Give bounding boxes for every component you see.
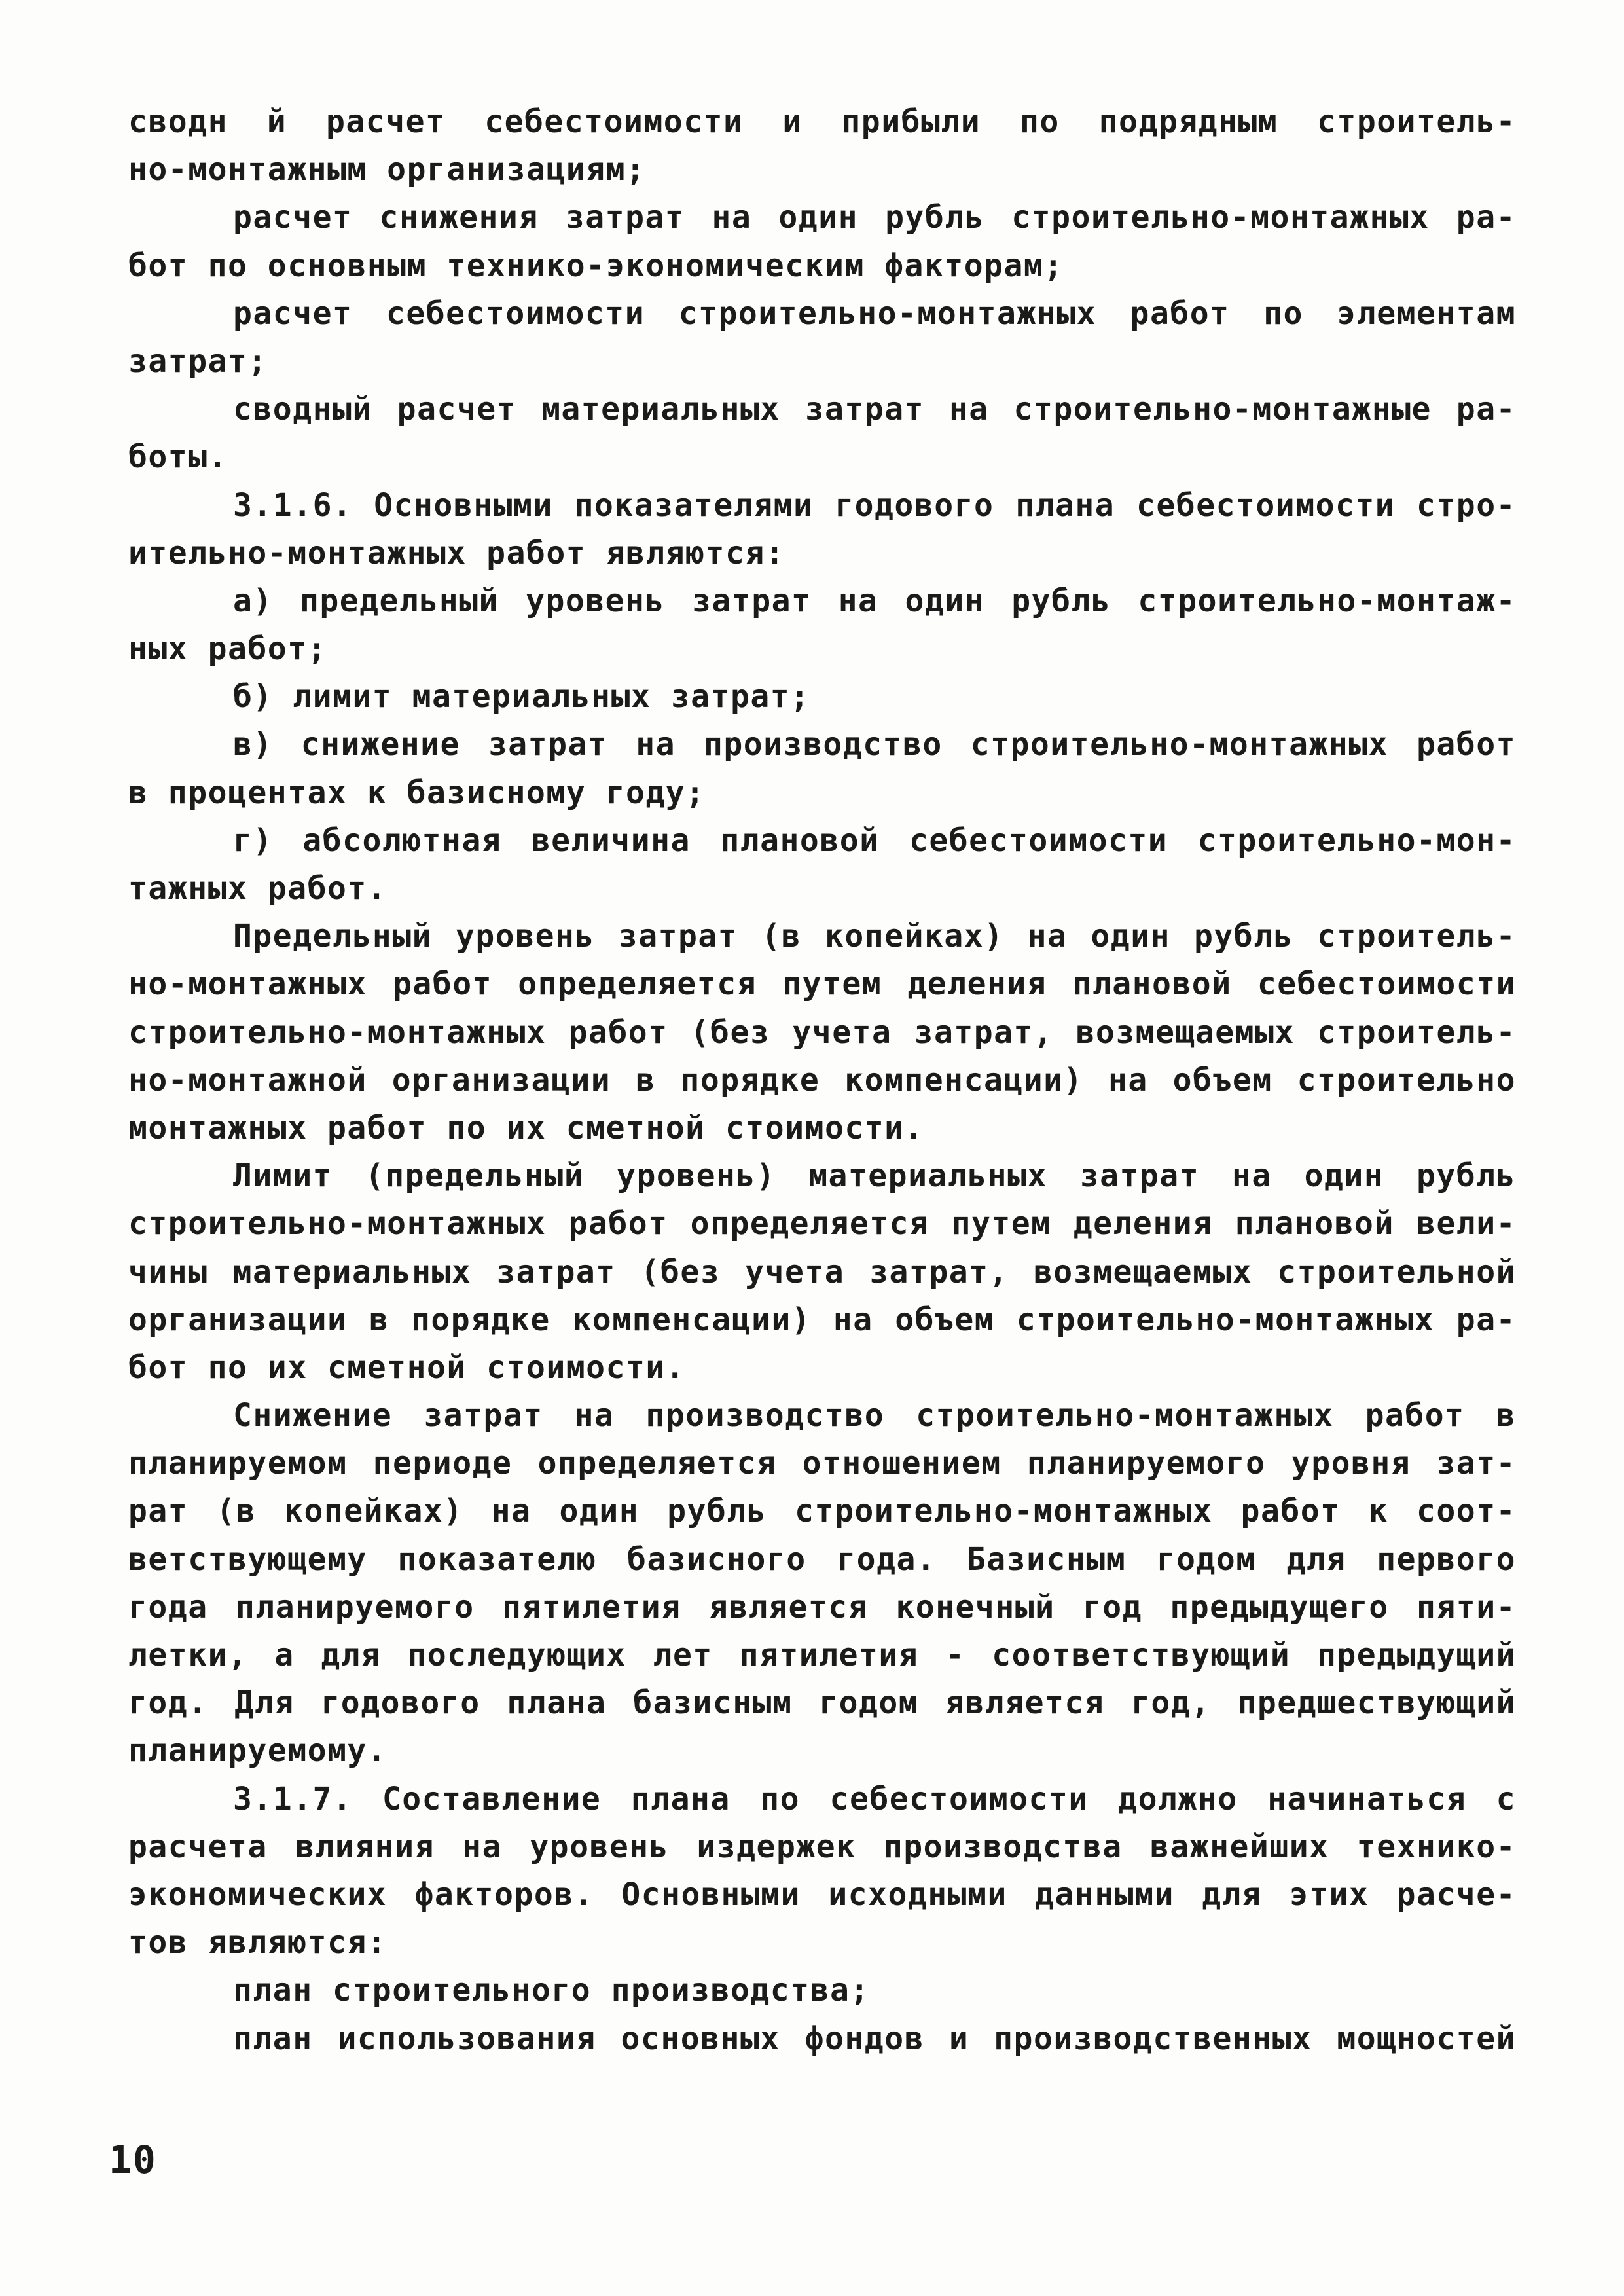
text-line: Предельный уровень затрат (в копейках) на один рубль строитель- bbox=[233, 918, 1516, 955]
list-item-v: в) снижение затрат на производство строительно-монтажных работ bbox=[233, 726, 1516, 763]
text-line: ительно-монтажных работ являются: bbox=[128, 534, 785, 572]
text-line: строительно-монтажных работ (без учета затрат, возмещаемых строитель- bbox=[128, 1013, 1516, 1051]
text-line: расчет себестоимости строительно-монтажных работ по элементам bbox=[233, 295, 1516, 332]
section-heading-3-1-6: 3.1.6. Основными показателями годового плана себестоимости стро- bbox=[233, 486, 1516, 524]
text-line: но-монтажных работ определяется путем деления плановой себестоимости bbox=[128, 966, 1516, 1003]
text-line: рат (в копейках) на один рубль строительно-монтажных работ к соот- bbox=[128, 1493, 1516, 1530]
body-text bbox=[128, 98, 1516, 2063]
text-line: в процентах к базисному году; bbox=[128, 774, 706, 811]
text-line: бот по их сметной стоимости. bbox=[128, 1349, 686, 1386]
text-line: сводный расчет материальных затрат на строительно-монтажные ра- bbox=[233, 391, 1516, 428]
text-line: боты. bbox=[128, 439, 228, 476]
text-line: организации в порядке компенсации) на объем строительно-монтажных ра- bbox=[128, 1301, 1516, 1338]
text-line: чины материальных затрат (без учета затрат, возмещаемых строительной bbox=[128, 1253, 1516, 1290]
list-item-b: б) лимит материальных затрат; bbox=[233, 678, 810, 716]
text-line: расчета влияния на уровень издержек производства важнейших технико- bbox=[128, 1828, 1516, 1865]
text-line: год. Для годового плана базисным годом является год, предшествующий bbox=[128, 1685, 1516, 1722]
text-line: затрат; bbox=[128, 342, 268, 380]
text-line: но-монтажным организациям; bbox=[128, 151, 646, 189]
text-line: строительно-монтажных работ определяется путем деления плановой вели- bbox=[128, 1205, 1516, 1243]
text-line: летки, а для последующих лет пятилетия - соответствующий предыдущий bbox=[128, 1637, 1516, 1673]
text-line: тажных работ. bbox=[128, 870, 388, 907]
page-number: 10 bbox=[109, 2138, 157, 2182]
text-line: планируемом периоде определяется отношением планируемого уровня зат- bbox=[128, 1445, 1516, 1482]
text-line: бот по основным технико-экономическим факторам; bbox=[128, 247, 1064, 284]
text-line: монтажных работ по их сметной стоимости. bbox=[128, 1109, 924, 1146]
text-line: но-монтажной организации в порядке компенсации) на объем строительно bbox=[128, 1061, 1516, 1099]
list-item-a: а) предельный уровень затрат на один рубль строительно-монтаж- bbox=[233, 582, 1516, 619]
text-line: тов являются: bbox=[128, 1924, 388, 1961]
text-line: Снижение затрат на производство строительно-монтажных работ в bbox=[233, 1397, 1516, 1434]
text-line: планируемому. bbox=[128, 1732, 388, 1770]
text-line: расчет снижения затрат на один рубль строительно-монтажных ра- bbox=[233, 199, 1516, 236]
text-line: года планируемого пятилетия является конечный год предыдущего пяти- bbox=[128, 1588, 1516, 1626]
text-line: Лимит (предельный уровень) материальных затрат на один рубль bbox=[233, 1157, 1516, 1195]
list-item-g: г) абсолютная величина плановой себестоимости строительно-мон- bbox=[233, 822, 1516, 859]
list-item: план использования основных фондов и производственных мощностей bbox=[233, 2020, 1516, 2057]
section-heading-3-1-7: 3.1.7. Составление плана по себестоимости должно начинаться с bbox=[233, 1780, 1516, 1817]
list-item: план строительного производства; bbox=[233, 1972, 870, 2009]
text-line: ных работ; bbox=[128, 630, 327, 668]
text-line: ветствующему показателю базисного года. Базисным годом для первого bbox=[128, 1540, 1516, 1578]
text-line: экономических факторов. Основными исходными данными для этих расче- bbox=[128, 1876, 1516, 1913]
text-line: сводн й расчет себестоимости и прибыли по подрядным строитель- bbox=[128, 103, 1516, 140]
